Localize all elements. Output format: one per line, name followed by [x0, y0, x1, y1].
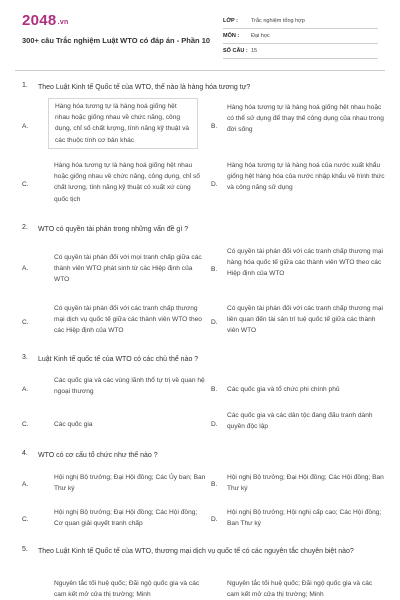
- option-text: Có quyền tài phán đối với mọi tranh chấp giữa các thành viên WTO phát sinh từ các Hiệp định của WTO: [54, 254, 202, 284]
- option-letter: D.: [211, 421, 218, 428]
- option-text: Hội nghị Bộ trưởng; Đại Hội đồng; Các Ủy ban; Ban Thư ký: [54, 474, 206, 493]
- option-text: Có quyền tài phán đối với các tranh chấp thương mại liên quan đến tài sản trí tuệ quốc tế giữa các thành viên WTO: [227, 305, 384, 335]
- meta-label: SỐ CÂU :: [223, 48, 248, 54]
- question-number: 2.: [22, 224, 28, 231]
- option-text: Hội nghị Bộ trưởng; Đại Hội đồng; Các Hội đồng; Cơ quan giải quyết tranh chấp: [54, 509, 198, 528]
- option-letter: B.: [211, 266, 218, 273]
- option-text: Có quyền tài phán đối với các tranh chấp thương mại hàng hóa quốc tế giữa các thành viên WTO theo các Hiệp định của WTO: [227, 248, 384, 278]
- option-letter: B.: [211, 123, 218, 130]
- question-number: 5.: [22, 546, 28, 553]
- question-number: 1.: [22, 82, 28, 89]
- option-text: Hội nghị Bộ trưởng; Hội nghị cấp cao; Các Hội đồng; Ban Thư ký: [227, 509, 382, 528]
- question-number: 4.: [22, 450, 28, 457]
- option-2c[interactable]: [22, 303, 207, 343]
- option-letter: D.: [211, 516, 218, 523]
- option-1a[interactable]: [22, 98, 202, 156]
- option-4a[interactable]: [22, 470, 207, 498]
- option-letter: B.: [211, 481, 218, 488]
- meta-label: LỚP :: [223, 18, 238, 24]
- option-text: Hàng hóa tương tự là hàng hoá giống hệt nhau hoặc giống nhau về chức năng, công dụng, chỉ số chất lượng, tính năng kỹ thuật có xuất xứ cùng quốc tịch: [54, 162, 200, 203]
- option-text: Các quốc gia và các vùng lãnh thổ tự trị về quan hệ ngoại thương: [54, 377, 205, 396]
- option-1c[interactable]: [22, 160, 202, 210]
- option-1b[interactable]: [211, 98, 386, 156]
- question-text: Theo Luật Kinh tế Quốc tế của WTO, thế nào là hàng hóa tương tự?: [38, 84, 251, 91]
- option-3a[interactable]: [22, 375, 207, 403]
- option-letter: A.: [22, 265, 29, 272]
- option-letter: D.: [211, 319, 218, 326]
- question-number: 3.: [22, 354, 28, 361]
- question-text: Luật Kinh tế quốc tế của WTO có các chủ thể nào ?: [38, 356, 199, 363]
- option-letter: D.: [211, 181, 218, 188]
- option-2b[interactable]: [211, 246, 386, 294]
- option-4c[interactable]: [22, 505, 207, 533]
- option-letter: C.: [22, 516, 29, 523]
- option-text: Các quốc gia: [54, 421, 93, 428]
- option-4b[interactable]: [211, 470, 386, 498]
- option-2a[interactable]: [22, 249, 207, 289]
- meta-value: 15: [251, 48, 258, 54]
- logo-tld: .vn: [57, 19, 69, 26]
- option-letter: A.: [22, 481, 29, 488]
- meta-label: MÔN :: [223, 33, 240, 39]
- option-letter: A.: [22, 386, 29, 393]
- option-letter: C.: [22, 319, 29, 326]
- option-letter: C.: [22, 181, 29, 188]
- option-3d[interactable]: [211, 410, 386, 438]
- option-text: Nguyên tắc tối huệ quốc; Đãi ngộ quốc gia và các cam kết mở cửa thị trường; Minh: [54, 580, 200, 599]
- option-5a[interactable]: [22, 578, 207, 600]
- option-letter: C.: [22, 421, 29, 428]
- option-letter: B.: [211, 386, 218, 393]
- option-text: Hàng hóa tương tự là hàng hoá giống hệt nhau hoặc có thể sử dụng để thay thế công dụng của nhau trong đời sống: [227, 104, 384, 134]
- document-title: 300+ câu Trắc nghiệm Luật WTO có đáp án - Phần 10: [22, 36, 211, 45]
- option-3b[interactable]: [211, 375, 386, 403]
- option-text: Các quốc gia và tổ chức phi chính phủ: [227, 386, 340, 393]
- option-5b[interactable]: [211, 578, 386, 600]
- option-text: Hàng hóa tương tự là hàng hoá của nước xuất khẩu giống hệt hàng hóa của nước nhập khẩu về hình thức và công năng sử dụng: [227, 162, 385, 192]
- option-text: Nguyên tắc tối huệ quốc; Đãi ngộ quốc gia và các cam kết mở cửa thị trường; Minh: [227, 580, 373, 599]
- logo-text: 2048: [22, 12, 57, 29]
- option-text: Có quyền tài phán đối với các tranh chấp thương mại dịch vụ quốc tế giữa các thành viên WTO theo các Hiệp định của WTO: [54, 305, 202, 335]
- option-1d[interactable]: [211, 160, 386, 210]
- option-text: Hội nghị Bộ trưởng; Đại Hội đồng; Các Hội đồng; Ban Thư ký: [227, 474, 384, 493]
- question-text: Theo Luật Kinh tế Quốc tế của WTO, thương mại dịch vụ quốc tế có các nguyên tắc chuyên biệt nào?: [38, 548, 354, 555]
- question-text: WTO có quyền tài phán trong những vấn đề gì ?: [38, 226, 189, 233]
- option-2d[interactable]: [211, 303, 386, 343]
- meta-value: Trắc nghiệm tổng hợp: [251, 18, 305, 24]
- option-3c[interactable]: [22, 410, 207, 438]
- option-4d[interactable]: [211, 505, 386, 533]
- question-text: WTO có cơ cấu tổ chức như thế nào ?: [38, 452, 158, 459]
- option-letter: A.: [22, 123, 29, 130]
- option-text: Các quốc gia và các dân tộc đang đấu tranh dành quyền độc lập: [227, 412, 373, 431]
- option-text: Hàng hóa tương tự là hàng hoá giống hệt nhau hoặc giống nhau về chức năng, công dụng, chỉ số chất lượng, tính năng kỹ thuật và các thuộc tính cơ bản khác: [48, 98, 198, 149]
- meta-value: Đại học: [251, 33, 270, 39]
